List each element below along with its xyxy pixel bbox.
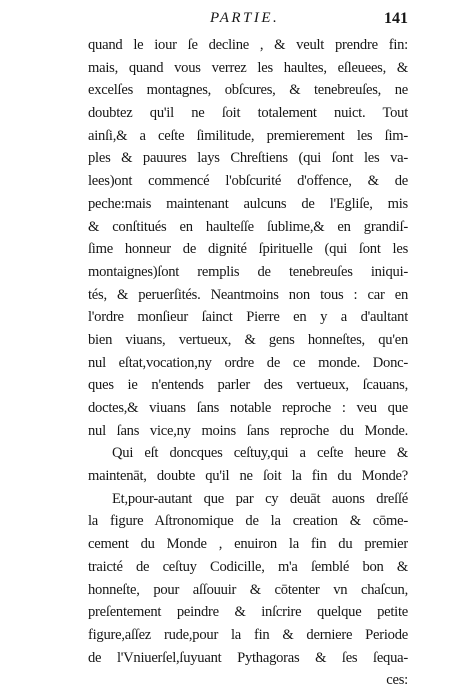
text-line: maintenāt, doubte qu'il ne ſoit la fin du Monde? — [88, 468, 408, 485]
text-line: nul ſans vice,ny moins ſans reproche du Monde. — [88, 422, 408, 439]
text-line: peche:mais maintenant aulcuns de l'Egliſe, mis — [88, 195, 408, 212]
text-line: tés, & peruerſités. Neantmoins non tous : car en — [88, 286, 408, 303]
text-line: bien viuans, vertueux, & gens honneſtes, qu'en — [88, 331, 408, 348]
text-line: lees)ont commencé l'obſcurité d'offence, & de — [88, 173, 408, 190]
text-line: ples & pauures lays Chreſtiens (qui ſont les va- — [88, 150, 408, 167]
paragraph-first-line: Qui eſt doncques ceſtuy,qui a ceſte heure & — [112, 445, 408, 462]
text-line: doctes,& viuans ſans notable reproche : veu que — [88, 400, 408, 416]
text-line: montaignes)ſont remplis de tenebreuſes iniqui- — [88, 263, 408, 280]
text-line: de l'Vniuerſel,ſuyuant Pythagoras & ſes ſequa- — [88, 649, 408, 666]
text-line: quand le iour ſe decline , & veult prendre fin: — [88, 37, 408, 53]
text-line: nul eſtat,vocation,ny ordre de ce monde. Donc- — [88, 354, 408, 371]
text-line: preſentement peindre & inſcrire quelque petite — [88, 604, 408, 621]
text-line: mais, quand vous verrez les haultes, eſleuees, & — [88, 59, 408, 76]
text-line: ainſi,& a ceſte ſimilitude, premierement les ſim- — [88, 127, 408, 144]
text-line: & conſtitués en haulteſſe ſublime,& en grandiſ- — [88, 218, 408, 235]
text-line: cement du Monde , enuiron la fin du premier — [88, 536, 408, 553]
text-line: doubtez qu'il ne ſoit totalement nuict. Tout — [88, 105, 408, 122]
paragraph-first-line: Et,pour-autant que par cy deuāt auons dreſſé — [112, 490, 408, 507]
text-line: honneſte, pour aſſouuir & cōtenter vn chaſcun, — [88, 581, 408, 598]
text-line: figure,aſſez rude,pour la fin & derniere Periode — [88, 626, 408, 643]
text-line: traicté de ceſtuy Codicille, m'a ſemblé bon & — [88, 558, 408, 575]
running-head — [88, 8, 408, 32]
running-title: PARTIE. — [210, 10, 280, 26]
page-number: 141 — [384, 10, 408, 27]
text-line: ques ie n'entends parler des vertueux, ſcauans, — [88, 377, 408, 394]
body-text — [88, 34, 408, 692]
text-line: l'ordre monſieur ſainct Pierre en y a d'aultant — [88, 309, 408, 326]
text-line: ſime honneur de dignité ſpirituelle (qui ſont les — [88, 241, 408, 258]
catchword-line: ces: — [386, 672, 408, 689]
text-line: la figure Aſtronomique de la creation & cōme- — [88, 513, 408, 530]
text-line: excelſes montagnes, obſcures, & tenebreuſes, ne — [88, 82, 408, 99]
